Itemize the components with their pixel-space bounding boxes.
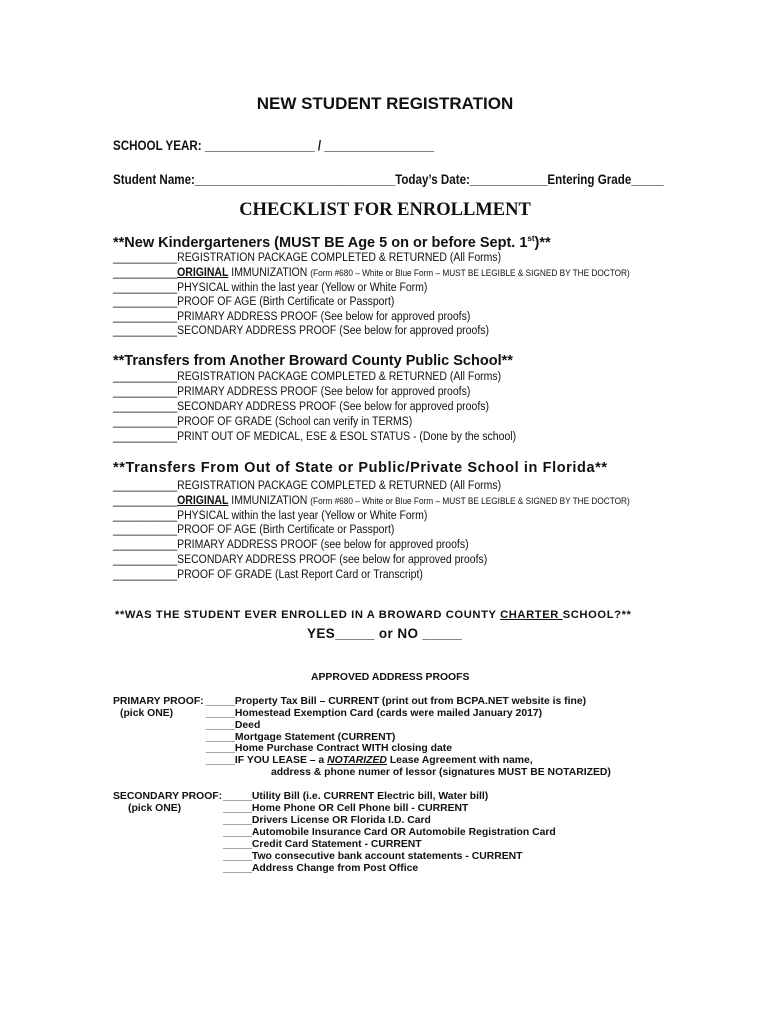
secondary-proof-label: SECONDARY PROOF: — [113, 791, 223, 802]
checklist-item: ___________REGISTRATION PACKAGE COMPLETED & RETURNED (All Forms) — [113, 369, 502, 383]
charter-question: **WAS THE STUDENT EVER ENROLLED IN A BROWARD COUNTY CHARTER SCHOOL?** — [115, 609, 632, 621]
checklist-item: ___________PRIMARY ADDRESS PROOF (See below for approved proofs) — [113, 384, 471, 398]
student-info-line: Student Name:_______________________________Today’s Date:____________Entering Grade_____ — [113, 172, 664, 187]
checklist-title: CHECKLIST FOR ENROLLMENT — [239, 200, 531, 220]
checklist-item: ___________REGISTRATION PACKAGE COMPLETED & RETURNED (All Forms) — [113, 250, 502, 264]
broward-transfer-heading: **Transfers from Another Broward County Public School** — [113, 353, 513, 369]
proof-item: _____Automobile Insurance Card OR Automobile Registration Card — [223, 827, 556, 838]
checklist-item: ___________PHYSICAL within the last year (Yellow or White Form) — [113, 508, 428, 522]
checklist-item: ___________PHYSICAL within the last year (Yellow or White Form) — [113, 280, 428, 294]
proof-item-continued: address & phone numer of lessor (signatures MUST BE NOTARIZED) — [271, 767, 611, 778]
proof-item: _____Utility Bill (i.e. CURRENT Electric bill, Water bill) — [223, 791, 489, 802]
checklist-item: ___________PROOF OF GRADE (Last Report Card or Transcript) — [113, 567, 423, 581]
checklist-item: ___________REGISTRATION PACKAGE COMPLETED & RETURNED (All Forms) — [113, 478, 502, 492]
checklist-item: ___________PROOF OF AGE (Birth Certificate or Passport) — [113, 522, 395, 536]
checklist-item: ___________SECONDARY ADDRESS PROOF (See below for approved proofs) — [113, 323, 489, 337]
proof-item: _____Credit Card Statement - CURRENT — [223, 839, 422, 850]
secondary-pick-one: (pick ONE) — [128, 803, 182, 814]
page-title: NEW STUDENT REGISTRATION — [256, 94, 514, 113]
checklist-item: ___________SECONDARY ADDRESS PROOF (see below for approved proofs) — [113, 552, 488, 566]
proof-item: _____Homestead Exemption Card (cards were mailed January 2017) — [206, 708, 543, 719]
proof-item: _____Two consecutive bank account statements - CURRENT — [223, 851, 523, 862]
proof-item: _____Property Tax Bill – CURRENT (print out from BCPA.NET website is fine) — [206, 696, 587, 707]
proof-item: _____IF YOU LEASE – a NOTARIZED Lease Agreement with name, — [206, 755, 533, 766]
checklist-item: ___________PRINT OUT OF MEDICAL, ESE & ESOL STATUS - (Done by the school) — [113, 429, 517, 443]
checklist-item: ___________SECONDARY ADDRESS PROOF (See below for approved proofs) — [113, 399, 489, 413]
primary-proof-label: PRIMARY PROOF: — [113, 696, 204, 707]
approved-proofs-title: APPROVED ADDRESS PROOFS — [311, 672, 470, 683]
proof-item: _____Home Phone OR Cell Phone bill - CURRENT — [223, 803, 469, 814]
checklist-item: ___________PRIMARY ADDRESS PROOF (See below for approved proofs) — [113, 309, 471, 323]
out-of-state-heading: **Transfers From Out of State or Public/Private School in Florida** — [113, 460, 608, 476]
checklist-item: ___________PROOF OF AGE (Birth Certificate or Passport) — [113, 294, 395, 308]
proof-item: _____Deed — [206, 720, 261, 731]
primary-pick-one: (pick ONE) — [120, 708, 174, 719]
kindergarten-heading: **New Kindergarteners (MUST BE Age 5 on or before Sept. 1st)** — [113, 234, 551, 251]
checklist-item: ___________ORIGINAL IMMUNIZATION (Form #680 – White or Blue Form – MUST BE LEGIBLE & SIGNED BY THE DOCTOR) — [113, 493, 630, 507]
proof-item: _____Address Change from Post Office — [223, 863, 419, 874]
checklist-item: ___________PRIMARY ADDRESS PROOF (see below for approved proofs) — [113, 537, 469, 551]
proof-item: _____Home Purchase Contract WITH closing date — [206, 743, 452, 754]
charter-yes-no: YES_____ or NO _____ — [307, 626, 463, 641]
checklist-item: ___________ORIGINAL IMMUNIZATION (Form #680 – White or Blue Form – MUST BE LEGIBLE & SIGNED BY THE DOCTOR) — [113, 265, 630, 279]
school-year-field: SCHOOL YEAR: _________________ / _________________ — [113, 138, 435, 153]
checklist-item: ___________PROOF OF GRADE (School can verify in TERMS) — [113, 414, 413, 428]
proof-item: _____Mortgage Statement (CURRENT) — [206, 732, 396, 743]
proof-item: _____Drivers License OR Florida I.D. Card — [223, 815, 431, 826]
